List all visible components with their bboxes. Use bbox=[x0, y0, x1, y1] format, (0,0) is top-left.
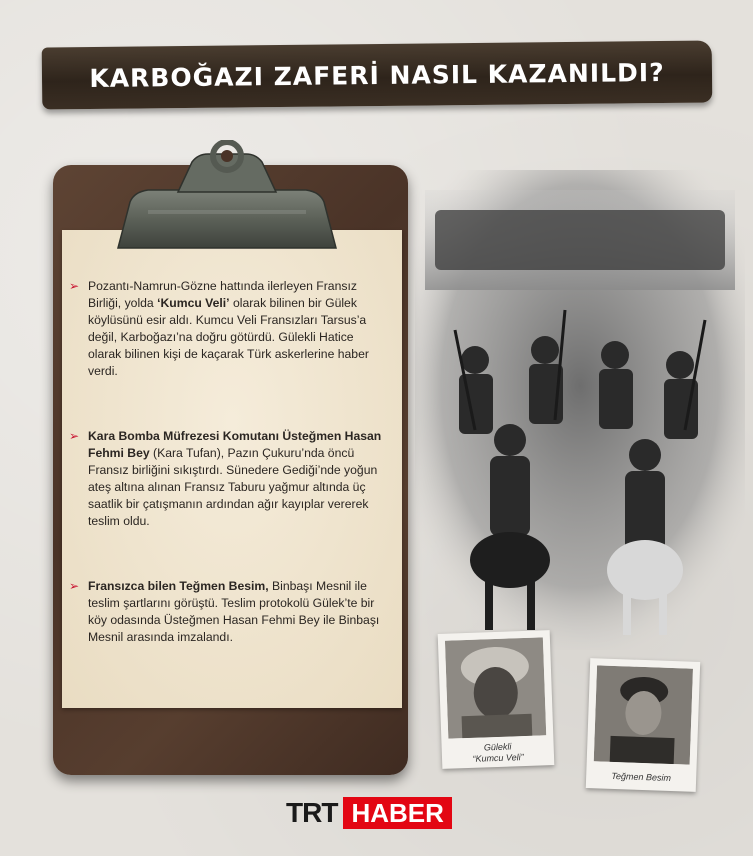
arrow-bullet-icon: ➢ bbox=[69, 579, 80, 593]
title-banner bbox=[42, 40, 713, 109]
logo-trt: TRT bbox=[286, 797, 338, 828]
portrait-tegmen-besim bbox=[594, 665, 693, 764]
caption-tegmen-besim: Teğmen Besim bbox=[611, 770, 672, 784]
portrait-kumcu-veli bbox=[445, 637, 546, 738]
trt-haber-logo bbox=[286, 798, 452, 828]
bullet-item-3 bbox=[69, 578, 388, 646]
historical-soldiers-photo bbox=[415, 170, 745, 650]
bullet-text-2: Kara Bomba Müfrezesi Komutanı Üsteğmen Hasan Fehmi Bey (Kara Tufan), Pazın Çukuru’nda öncü Fransız birliğini sıkıştırdı. Sünedere Gediği’nde yoğun ateş altına alınan Fransız Taburu yağmur altında üç saatlik bir çatışmanın ardından ağır kayıplar vererek teslim oldu. bbox=[88, 429, 382, 528]
polaroid-kumcu-veli bbox=[438, 630, 555, 769]
clipboard-clip-icon bbox=[108, 140, 346, 250]
logo-haber: HABER bbox=[343, 797, 451, 829]
caption-line-1: Gülekli bbox=[483, 741, 512, 753]
arrow-bullet-icon: ➢ bbox=[69, 429, 80, 443]
bullet-text-1: Pozantı-Namrun-Gözne hattında ilerleyen Fransız Birliği, yolda ‘Kumcu Veli’ olarak bilinen bir Gülek köylüsünü esir aldı. Kumcu Veli Fransızları Tarsus’a değil, Karboğazı’na doğru götürdü. Gülekli Hatice olarak bilinen kişi de kaçarak Türk askerlerine haber verdi. bbox=[88, 279, 369, 378]
page-title: KARBOĞAZI ZAFERİ NASIL KAZANILDI? bbox=[89, 57, 665, 93]
bullet-item-2 bbox=[69, 428, 388, 530]
caption-line-2: “Kumcu Veli” bbox=[472, 752, 524, 764]
arrow-bullet-icon: ➢ bbox=[69, 279, 80, 293]
polaroid-tegmen-besim bbox=[586, 658, 700, 792]
bullet-item-1 bbox=[69, 278, 388, 380]
bullet-text-3: Fransızca bilen Teğmen Besim, Binbaşı Mesnil ile teslim şartlarını görüştü. Teslim protokolü Gülek’te bir köy odasında Üsteğmen Hasan Fehmi Bey ile Binbaşı Mesnil arasında imzalandı. bbox=[88, 579, 380, 644]
